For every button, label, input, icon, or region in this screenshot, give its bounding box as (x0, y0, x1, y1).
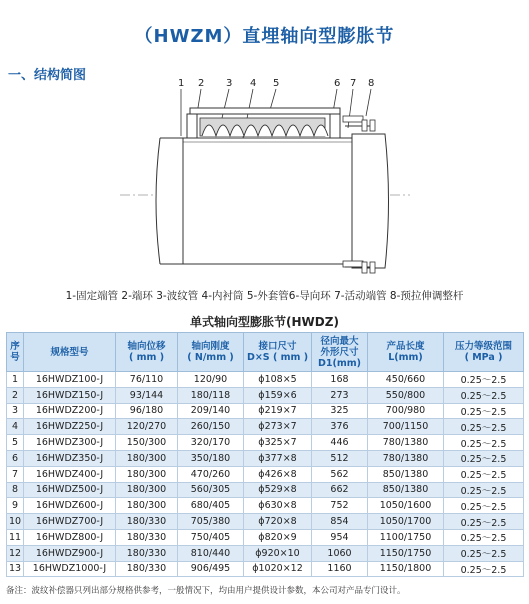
table-row (7, 529, 524, 545)
table-cell: 1100/1750 (368, 529, 444, 545)
table-cell: 16HWDZ500-J (24, 482, 116, 498)
table-cell: 0.25～2.5 (444, 387, 524, 403)
table-cell: 6 (7, 450, 24, 466)
table-cell: ϕ219×7 (244, 403, 312, 419)
movable-end-pipe (352, 134, 389, 268)
table-header-col-no: 序号 (7, 333, 24, 372)
table-header-col-max-outer-diameter: 径向最大 外形尺寸 D1(mm) (312, 333, 368, 372)
table-cell: 512 (312, 450, 368, 466)
table-cell: 273 (312, 387, 368, 403)
table-cell: 325 (312, 403, 368, 419)
table-cell: 0.25～2.5 (444, 498, 524, 514)
table-cell: 180/300 (116, 450, 178, 466)
pre-stretch-rod-bottom (343, 261, 375, 273)
table-cell: 906/495 (178, 561, 244, 577)
table-cell: 0.25～2.5 (444, 545, 524, 561)
table-row (7, 419, 524, 435)
table-header-col-axial-displacement: 轴向位移 ( mm ) (116, 333, 178, 372)
table-cell: 10 (7, 514, 24, 530)
table-cell: 120/90 (178, 372, 244, 388)
table-cell: 16HWDZ100-J (24, 372, 116, 388)
part-label-5: 5 (273, 78, 280, 89)
fixed-end-pipe (156, 138, 183, 264)
table-cell: ϕ1020×12 (244, 561, 312, 577)
table-cell: 850/1380 (368, 466, 444, 482)
structure-diagram (0, 70, 529, 285)
table-cell: 180/300 (116, 466, 178, 482)
table-cell: 705/380 (178, 514, 244, 530)
table-cell: ϕ325×7 (244, 435, 312, 451)
table-cell: 3 (7, 403, 24, 419)
part-label-8: 8 (368, 78, 375, 89)
part-label-6: 6 (334, 78, 341, 89)
table-cell: 1160 (312, 561, 368, 577)
table-cell: 446 (312, 435, 368, 451)
part-label-1: 1 (178, 78, 185, 89)
table-cell: 450/660 (368, 372, 444, 388)
table-cell: 0.25～2.5 (444, 561, 524, 577)
table-cell: 16HWDZ900-J (24, 545, 116, 561)
table-row (7, 561, 524, 577)
part-label-3: 3 (226, 78, 233, 89)
table-row (7, 466, 524, 482)
table-cell: 16HWDZ200-J (24, 403, 116, 419)
table-cell: 0.25～2.5 (444, 435, 524, 451)
table-cell: 180/300 (116, 482, 178, 498)
table-row (7, 435, 524, 451)
table-row (7, 372, 524, 388)
table-cell: 93/144 (116, 387, 178, 403)
table-cell: 1050/1700 (368, 514, 444, 530)
table-cell: 1150/1750 (368, 545, 444, 561)
table-cell: 850/1380 (368, 482, 444, 498)
table-cell: 700/980 (368, 403, 444, 419)
table-cell: ϕ720×8 (244, 514, 312, 530)
part-label-4: 4 (250, 78, 257, 89)
outer-sleeve-top (190, 108, 340, 114)
table-cell: 120/270 (116, 419, 178, 435)
table-row (7, 450, 524, 466)
table-cell: 4 (7, 419, 24, 435)
table-cell: 0.25～2.5 (444, 466, 524, 482)
table-cell: 180/330 (116, 545, 178, 561)
table-cell: 16HWDZ700-J (24, 514, 116, 530)
table-cell: 16HWDZ800-J (24, 529, 116, 545)
table-cell: ϕ630×8 (244, 498, 312, 514)
table-cell: ϕ108×5 (244, 372, 312, 388)
table-cell: ϕ920×10 (244, 545, 312, 561)
table-cell: 180/330 (116, 561, 178, 577)
table-header-col-axial-stiffness: 轴向刚度 ( N/mm ) (178, 333, 244, 372)
footnote: 备注：波纹补偿器只列出部分规格供参考，一般情况下，均由用户提供设计参数，本公司对产品专门设计。 (6, 586, 406, 596)
table-cell: 9 (7, 498, 24, 514)
table-cell: 8 (7, 482, 24, 498)
table-cell: 1150/1800 (368, 561, 444, 577)
table-cell: 209/140 (178, 403, 244, 419)
table-cell: 76/110 (116, 372, 178, 388)
table-cell: 550/800 (368, 387, 444, 403)
page-title: （HWZM）直埋轴向型膨胀节 (134, 26, 395, 47)
diagram-caption: 1-固定端管 2-端环 3-波纹管 4-内衬筒 5-外套管6-导向环 7-活动端管 8-预拉伸调整杆 (65, 290, 464, 302)
part-label-2: 2 (198, 78, 205, 89)
table-cell: 16HWDZ350-J (24, 450, 116, 466)
table-header-col-model: 规格型号 (24, 333, 116, 372)
table-cell: 700/1150 (368, 419, 444, 435)
table-cell: 320/170 (178, 435, 244, 451)
table-cell: 780/1380 (368, 435, 444, 451)
table-cell: 5 (7, 435, 24, 451)
table-cell: 0.25～2.5 (444, 482, 524, 498)
table-row (7, 545, 524, 561)
table-cell: 350/180 (178, 450, 244, 466)
table-row (7, 514, 524, 530)
table-cell: 0.25～2.5 (444, 450, 524, 466)
table-cell: 16HWDZ1000-J (24, 561, 116, 577)
table-header-col-length: 产品长度 L(mm) (368, 333, 444, 372)
table-cell: 16HWDZ300-J (24, 435, 116, 451)
table-cell: 1050/1600 (368, 498, 444, 514)
table-cell: 168 (312, 372, 368, 388)
table-row (7, 498, 524, 514)
inner-liner (183, 138, 352, 264)
table-cell: 0.25～2.5 (444, 419, 524, 435)
table-row (7, 387, 524, 403)
table-cell: 16HWDZ400-J (24, 466, 116, 482)
table-cell: 954 (312, 529, 368, 545)
table-body (7, 372, 524, 577)
table-cell: 662 (312, 482, 368, 498)
table-cell: 2 (7, 387, 24, 403)
table-cell: 780/1380 (368, 450, 444, 466)
table-cell: 0.25～2.5 (444, 514, 524, 530)
table-row (7, 482, 524, 498)
table-cell: 376 (312, 419, 368, 435)
table-header-col-pressure: 压力等级范围 ( MPa ) (444, 333, 524, 372)
table-cell: ϕ159×6 (244, 387, 312, 403)
table-header-col-interface-size: 接口尺寸 D×S ( mm ) (244, 333, 312, 372)
spec-table (6, 332, 524, 577)
table-cell: 16HWDZ150-J (24, 387, 116, 403)
table-cell: 750/405 (178, 529, 244, 545)
table-cell: 470/260 (178, 466, 244, 482)
table-cell: 854 (312, 514, 368, 530)
table-cell: 11 (7, 529, 24, 545)
table-cell: ϕ426×8 (244, 466, 312, 482)
table-cell: 180/330 (116, 514, 178, 530)
table-cell: 680/405 (178, 498, 244, 514)
table-cell: 810/440 (178, 545, 244, 561)
table-cell: 0.25～2.5 (444, 403, 524, 419)
table-cell: ϕ377×8 (244, 450, 312, 466)
table-cell: 12 (7, 545, 24, 561)
table-cell: 180/300 (116, 498, 178, 514)
table-cell: ϕ820×9 (244, 529, 312, 545)
bellows (200, 118, 328, 136)
table-cell: 150/300 (116, 435, 178, 451)
table-cell: 0.25～2.5 (444, 529, 524, 545)
pre-stretch-rod-top (343, 116, 375, 131)
table-cell: 16HWDZ250-J (24, 419, 116, 435)
table-cell: ϕ273×7 (244, 419, 312, 435)
table-cell: 562 (312, 466, 368, 482)
table-cell: 16HWDZ600-J (24, 498, 116, 514)
table-cell: 0.25～2.5 (444, 372, 524, 388)
table-cell: 180/118 (178, 387, 244, 403)
table-cell: ϕ529×8 (244, 482, 312, 498)
table-cell: 560/305 (178, 482, 244, 498)
section-title: 一、结构简图 (8, 68, 87, 83)
table-cell: 180/330 (116, 529, 178, 545)
table-cell: 7 (7, 466, 24, 482)
table-header-row (7, 333, 524, 372)
table-cell: 1060 (312, 545, 368, 561)
table-cell: 752 (312, 498, 368, 514)
part-label-7: 7 (350, 78, 357, 89)
table-cell: 260/150 (178, 419, 244, 435)
end-ring-left (187, 114, 197, 138)
table-title: 单式轴向型膨胀节(HWDZ) (190, 315, 339, 329)
table-cell: 13 (7, 561, 24, 577)
table-cell: 96/180 (116, 403, 178, 419)
table-row (7, 403, 524, 419)
guide-ring (330, 114, 340, 138)
table-cell: 1 (7, 372, 24, 388)
